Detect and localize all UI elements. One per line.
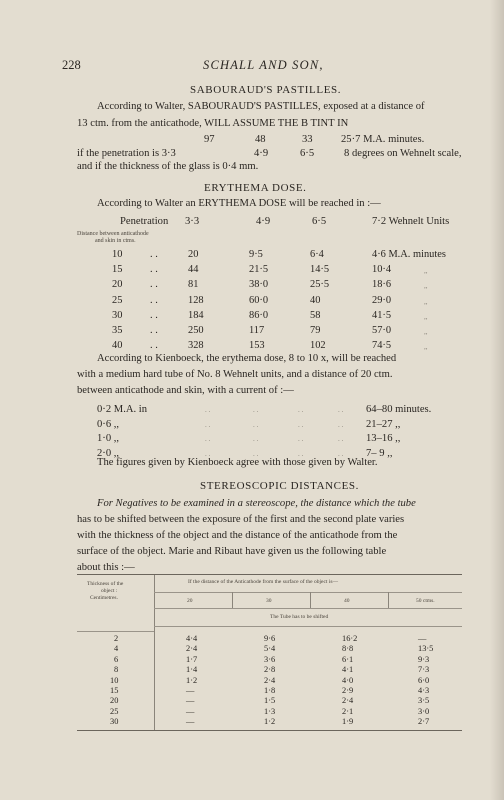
erythema-distance: 35 bbox=[112, 325, 123, 336]
erythema-value: 29·0 bbox=[372, 294, 392, 306]
erythema-value: 60·0 bbox=[249, 294, 269, 306]
erythema-value: 6·4 bbox=[310, 249, 324, 260]
stereo-shift-value: 7·3 bbox=[418, 665, 430, 675]
kienboeck-closing: The figures given by Kienboeck agree with those given by Walter. bbox=[97, 457, 378, 468]
stereo-shift-value: 9·6 bbox=[264, 634, 276, 643]
kienboeck-leader: . . bbox=[253, 449, 259, 458]
erythema-value: 117 bbox=[249, 325, 265, 336]
table-distance: 20 bbox=[187, 598, 193, 604]
erythema-distance: 10 bbox=[112, 249, 123, 260]
stereo-shift-value: 1·2 bbox=[186, 675, 198, 685]
sabouraud-value: 33 bbox=[302, 134, 313, 145]
table-distance: 30 bbox=[266, 598, 272, 604]
erythema-value: 102 bbox=[310, 340, 326, 352]
kienboeck-minutes: 64–80 minutes. bbox=[366, 404, 432, 415]
kienboeck-leader: . . bbox=[298, 406, 304, 414]
stereo-shift-value: 2·4 bbox=[342, 696, 354, 706]
sabouraud-para-line-1: According to Walter, SABOURAUD'S PASTILLES, exposed at a distance of bbox=[97, 101, 425, 112]
erythema-ditto: ,, bbox=[424, 328, 428, 336]
stereo-shift-value: — bbox=[186, 706, 195, 716]
kienboeck-minutes: 21–27 ,, bbox=[366, 418, 401, 430]
erythema-distance: 15 bbox=[112, 264, 123, 276]
kienboeck-minutes: 7– 9 ,, bbox=[366, 447, 393, 459]
table-bottom-rule bbox=[77, 730, 462, 731]
erythema-value: 57·0 bbox=[372, 325, 392, 336]
table-rule bbox=[154, 608, 462, 609]
erythema-distance: 40 bbox=[112, 340, 123, 352]
table-vrule bbox=[154, 575, 155, 730]
erythema-value: 128 bbox=[188, 294, 204, 306]
stereo-shift-value: 4·1 bbox=[342, 665, 354, 675]
kienboeck-current: 0·2 M.A. in bbox=[97, 404, 148, 415]
table-rule bbox=[154, 626, 462, 627]
erythema-value: 184 bbox=[188, 309, 204, 321]
sabouraud-penetration-value: 8 degrees on Wehnelt scale, bbox=[344, 148, 462, 159]
kienboeck-leader: . . bbox=[298, 435, 304, 443]
erythema-value: 21·5 bbox=[249, 264, 269, 276]
stereo-para-line-4: surface of the object. Marie and Ribaut have given us the following table bbox=[77, 546, 387, 557]
stereo-shift-value: 2·4 bbox=[186, 644, 198, 654]
stereo-thickness: 10 bbox=[110, 675, 119, 685]
kienboeck-leader: . . bbox=[298, 449, 304, 458]
erythema-value: 81 bbox=[188, 279, 199, 291]
sabouraud-last-line: and if the thickness of the glass is 0·4 mm. bbox=[77, 161, 259, 172]
penetration-value: 7·2 Wehnelt Units bbox=[372, 216, 450, 227]
kienboeck-leader: . . bbox=[253, 420, 259, 429]
erythema-value: 153 bbox=[249, 340, 265, 352]
table-vrule bbox=[310, 592, 311, 608]
erythema-value: 250 bbox=[188, 325, 204, 336]
sabouraud-penetration-prefix: if the penetration is 3·3 bbox=[77, 148, 176, 159]
kienboeck-leader: . . bbox=[298, 420, 304, 429]
section-title-stereoscopic: STEREOSCOPIC DISTANCES. bbox=[200, 480, 359, 492]
kienboeck-leader: . . bbox=[338, 435, 344, 443]
stereo-shift-value: 4·4 bbox=[186, 634, 198, 643]
erythema-ditto: ,, bbox=[424, 343, 428, 352]
erythema-value: 20 bbox=[188, 249, 199, 260]
erythema-intro: According to Walter an ERYTHEMA DOSE will be reached in :— bbox=[97, 198, 381, 209]
erythema-leader: . . bbox=[150, 325, 158, 336]
distance-label: Distance between anticathode bbox=[77, 231, 149, 237]
table-distance: 40 bbox=[344, 598, 350, 604]
erythema-value: 10·4 bbox=[372, 264, 392, 276]
erythema-ditto: ,, bbox=[424, 312, 428, 321]
stereo-shift-value: 3·6 bbox=[264, 654, 276, 664]
kienboeck-line-1: According to Kienboeck, the erythema dose, 8 to 10 x, will be reached bbox=[97, 353, 397, 364]
stereo-thickness: 25 bbox=[110, 706, 119, 716]
erythema-leader: . . bbox=[150, 279, 158, 291]
stereo-shift-value: — bbox=[186, 717, 195, 727]
erythema-value: 14·5 bbox=[310, 264, 330, 276]
kienboeck-leader: . . bbox=[338, 420, 344, 429]
stereo-shift-value: 1·3 bbox=[264, 706, 276, 716]
erythema-leader: . . bbox=[150, 294, 158, 306]
kienboeck-leader: . . bbox=[205, 435, 211, 443]
erythema-value: 25·5 bbox=[310, 279, 330, 291]
kienboeck-line-3: between anticathode and skin, with a current of :— bbox=[77, 385, 294, 396]
penetration-value: 3·3 bbox=[185, 216, 200, 227]
table-vrule bbox=[388, 592, 389, 608]
stereo-shift-value: 2·7 bbox=[418, 717, 430, 727]
erythema-leader: . . bbox=[150, 264, 158, 276]
erythema-value: 18·6 bbox=[372, 279, 392, 291]
stereo-shift-value: 4·3 bbox=[418, 686, 430, 695]
stereo-para-line-1: For Negatives to be examined in a stereoscope, the distance which the tube bbox=[97, 498, 416, 509]
stereo-shift-value: 1·4 bbox=[186, 665, 198, 675]
erythema-value: 40 bbox=[310, 294, 321, 306]
sabouraud-penetration-value: 6·5 bbox=[300, 148, 315, 159]
page-number: 228 bbox=[62, 58, 81, 72]
table-rule bbox=[154, 592, 462, 593]
stereo-shift-value: 2·4 bbox=[264, 675, 276, 685]
stereo-shift-value: 2·8 bbox=[264, 665, 276, 675]
erythema-value: 41·5 bbox=[372, 309, 392, 321]
stereo-thickness: 8 bbox=[114, 665, 119, 675]
erythema-value: 79 bbox=[310, 325, 321, 336]
stereo-shift-value: 6·1 bbox=[342, 654, 354, 664]
stereo-shift-value: 3·0 bbox=[418, 706, 430, 716]
section-title-sabouraud: SABOURAUD'S PASTILLES. bbox=[190, 84, 342, 96]
stereo-para-line-2: has to be shifted between the exposure of the first and the second plate varies bbox=[77, 514, 405, 525]
table-col-head: Thickness of the bbox=[87, 581, 124, 587]
sabouraud-penetration-value: 4·9 bbox=[254, 148, 269, 159]
penetration-label: Penetration bbox=[120, 216, 169, 227]
erythema-leader: . . bbox=[150, 309, 158, 321]
erythema-distance: 20 bbox=[112, 279, 123, 291]
kienboeck-current: 0·6 ,, bbox=[97, 418, 120, 430]
stereo-shift-value: 2·9 bbox=[342, 686, 354, 695]
stereo-shift-value: — bbox=[186, 696, 195, 706]
stereo-shift-value: 2·1 bbox=[342, 706, 354, 716]
stereo-shift-value: 16·2 bbox=[342, 634, 358, 643]
kienboeck-line-2: with a medium hard tube of No. 8 Wehnelt units, and a distance of 20 ctm. bbox=[77, 369, 393, 380]
table-rule bbox=[77, 631, 154, 632]
erythema-value: 58 bbox=[310, 309, 321, 321]
penetration-value: 6·5 bbox=[312, 216, 327, 227]
kienboeck-leader: . . bbox=[205, 420, 211, 429]
stereo-shift-value: 1·7 bbox=[186, 654, 198, 664]
table-distance: 50 ctms. bbox=[416, 598, 435, 604]
erythema-leader: . . bbox=[150, 340, 158, 352]
table-span-header: If the distance of the Anticathode from the surface of the object is— bbox=[188, 579, 338, 585]
stereo-shift-value: 9·3 bbox=[418, 654, 430, 664]
erythema-ditto: ,, bbox=[424, 297, 428, 306]
kienboeck-leader: . . bbox=[253, 435, 259, 443]
kienboeck-current: 1·0 ,, bbox=[97, 433, 120, 444]
table-vrule bbox=[232, 592, 233, 608]
kienboeck-leader: . . bbox=[205, 406, 211, 414]
penetration-value: 4·9 bbox=[256, 216, 271, 227]
erythema-distance: 25 bbox=[112, 294, 123, 306]
kienboeck-minutes: 13–16 ,, bbox=[366, 433, 401, 444]
stereo-thickness: 2 bbox=[114, 634, 119, 643]
erythema-value: 4·6 M.A. minutes bbox=[372, 249, 446, 260]
stereo-thickness: 20 bbox=[110, 696, 119, 706]
kienboeck-leader: . . bbox=[205, 449, 211, 458]
kienboeck-leader: . . bbox=[253, 406, 259, 414]
stereo-shift-value: 1·5 bbox=[264, 696, 276, 706]
erythema-value: 74·5 bbox=[372, 340, 392, 352]
kienboeck-leader: . . bbox=[338, 449, 344, 458]
sabouraud-para-line-2: 13 ctm. from the anticathode, WILL ASSUME THE B TINT IN bbox=[77, 118, 349, 129]
stereo-shift-value: 1·8 bbox=[264, 686, 276, 695]
erythema-distance: 30 bbox=[112, 309, 123, 321]
stereo-shift-value: 3·5 bbox=[418, 696, 430, 706]
stereo-shift-value: 4·0 bbox=[342, 675, 354, 685]
stereo-shift-value: 6·0 bbox=[418, 675, 430, 685]
stereo-para-line-5: about this :— bbox=[77, 562, 135, 573]
erythema-ditto: ,, bbox=[424, 282, 428, 291]
distance-label: and skin in ctms. bbox=[95, 238, 136, 244]
stereo-thickness: 30 bbox=[110, 717, 119, 727]
section-title-erythema: ERYTHEMA DOSE. bbox=[204, 182, 307, 194]
table-shift-label: The Tube has to be shifted bbox=[270, 614, 329, 620]
stereo-para-line-3: with the thickness of the object and the distance of the anticathode from the bbox=[77, 530, 398, 541]
stereo-shift-value: 13·5 bbox=[418, 644, 434, 654]
erythema-leader: . . bbox=[150, 249, 158, 260]
erythema-ditto: ,, bbox=[424, 267, 428, 276]
kienboeck-current: 2·0 ,, bbox=[97, 447, 120, 459]
stereo-thickness: 15 bbox=[110, 686, 119, 695]
page-edge-shadow bbox=[490, 0, 504, 800]
sabouraud-value: 97 bbox=[204, 134, 215, 145]
stereo-thickness: 6 bbox=[114, 654, 119, 664]
table-col-head: object : bbox=[101, 588, 118, 594]
stereo-shift-value: 5·4 bbox=[264, 644, 276, 654]
stereo-thickness: 4 bbox=[114, 644, 119, 654]
stereo-shift-value: — bbox=[186, 686, 195, 695]
erythema-value: 44 bbox=[188, 264, 199, 276]
erythema-value: 86·0 bbox=[249, 309, 269, 321]
table-top-rule bbox=[77, 574, 462, 575]
erythema-value: 328 bbox=[188, 340, 204, 352]
stereo-shift-value: 8·8 bbox=[342, 644, 354, 654]
sabouraud-value: 25·7 M.A. minutes. bbox=[341, 134, 425, 145]
stereo-shift-value: 1·2 bbox=[264, 717, 276, 727]
kienboeck-leader: . . bbox=[338, 406, 344, 414]
stereo-shift-value: 1·9 bbox=[342, 717, 354, 727]
erythema-value: 38·0 bbox=[249, 279, 269, 291]
running-title: SCHALL AND SON, bbox=[203, 58, 324, 72]
stereo-shift-value: — bbox=[418, 634, 427, 643]
erythema-value: 9·5 bbox=[249, 249, 263, 260]
sabouraud-value: 48 bbox=[255, 134, 266, 145]
table-col-head: Centimetres. bbox=[90, 595, 118, 601]
